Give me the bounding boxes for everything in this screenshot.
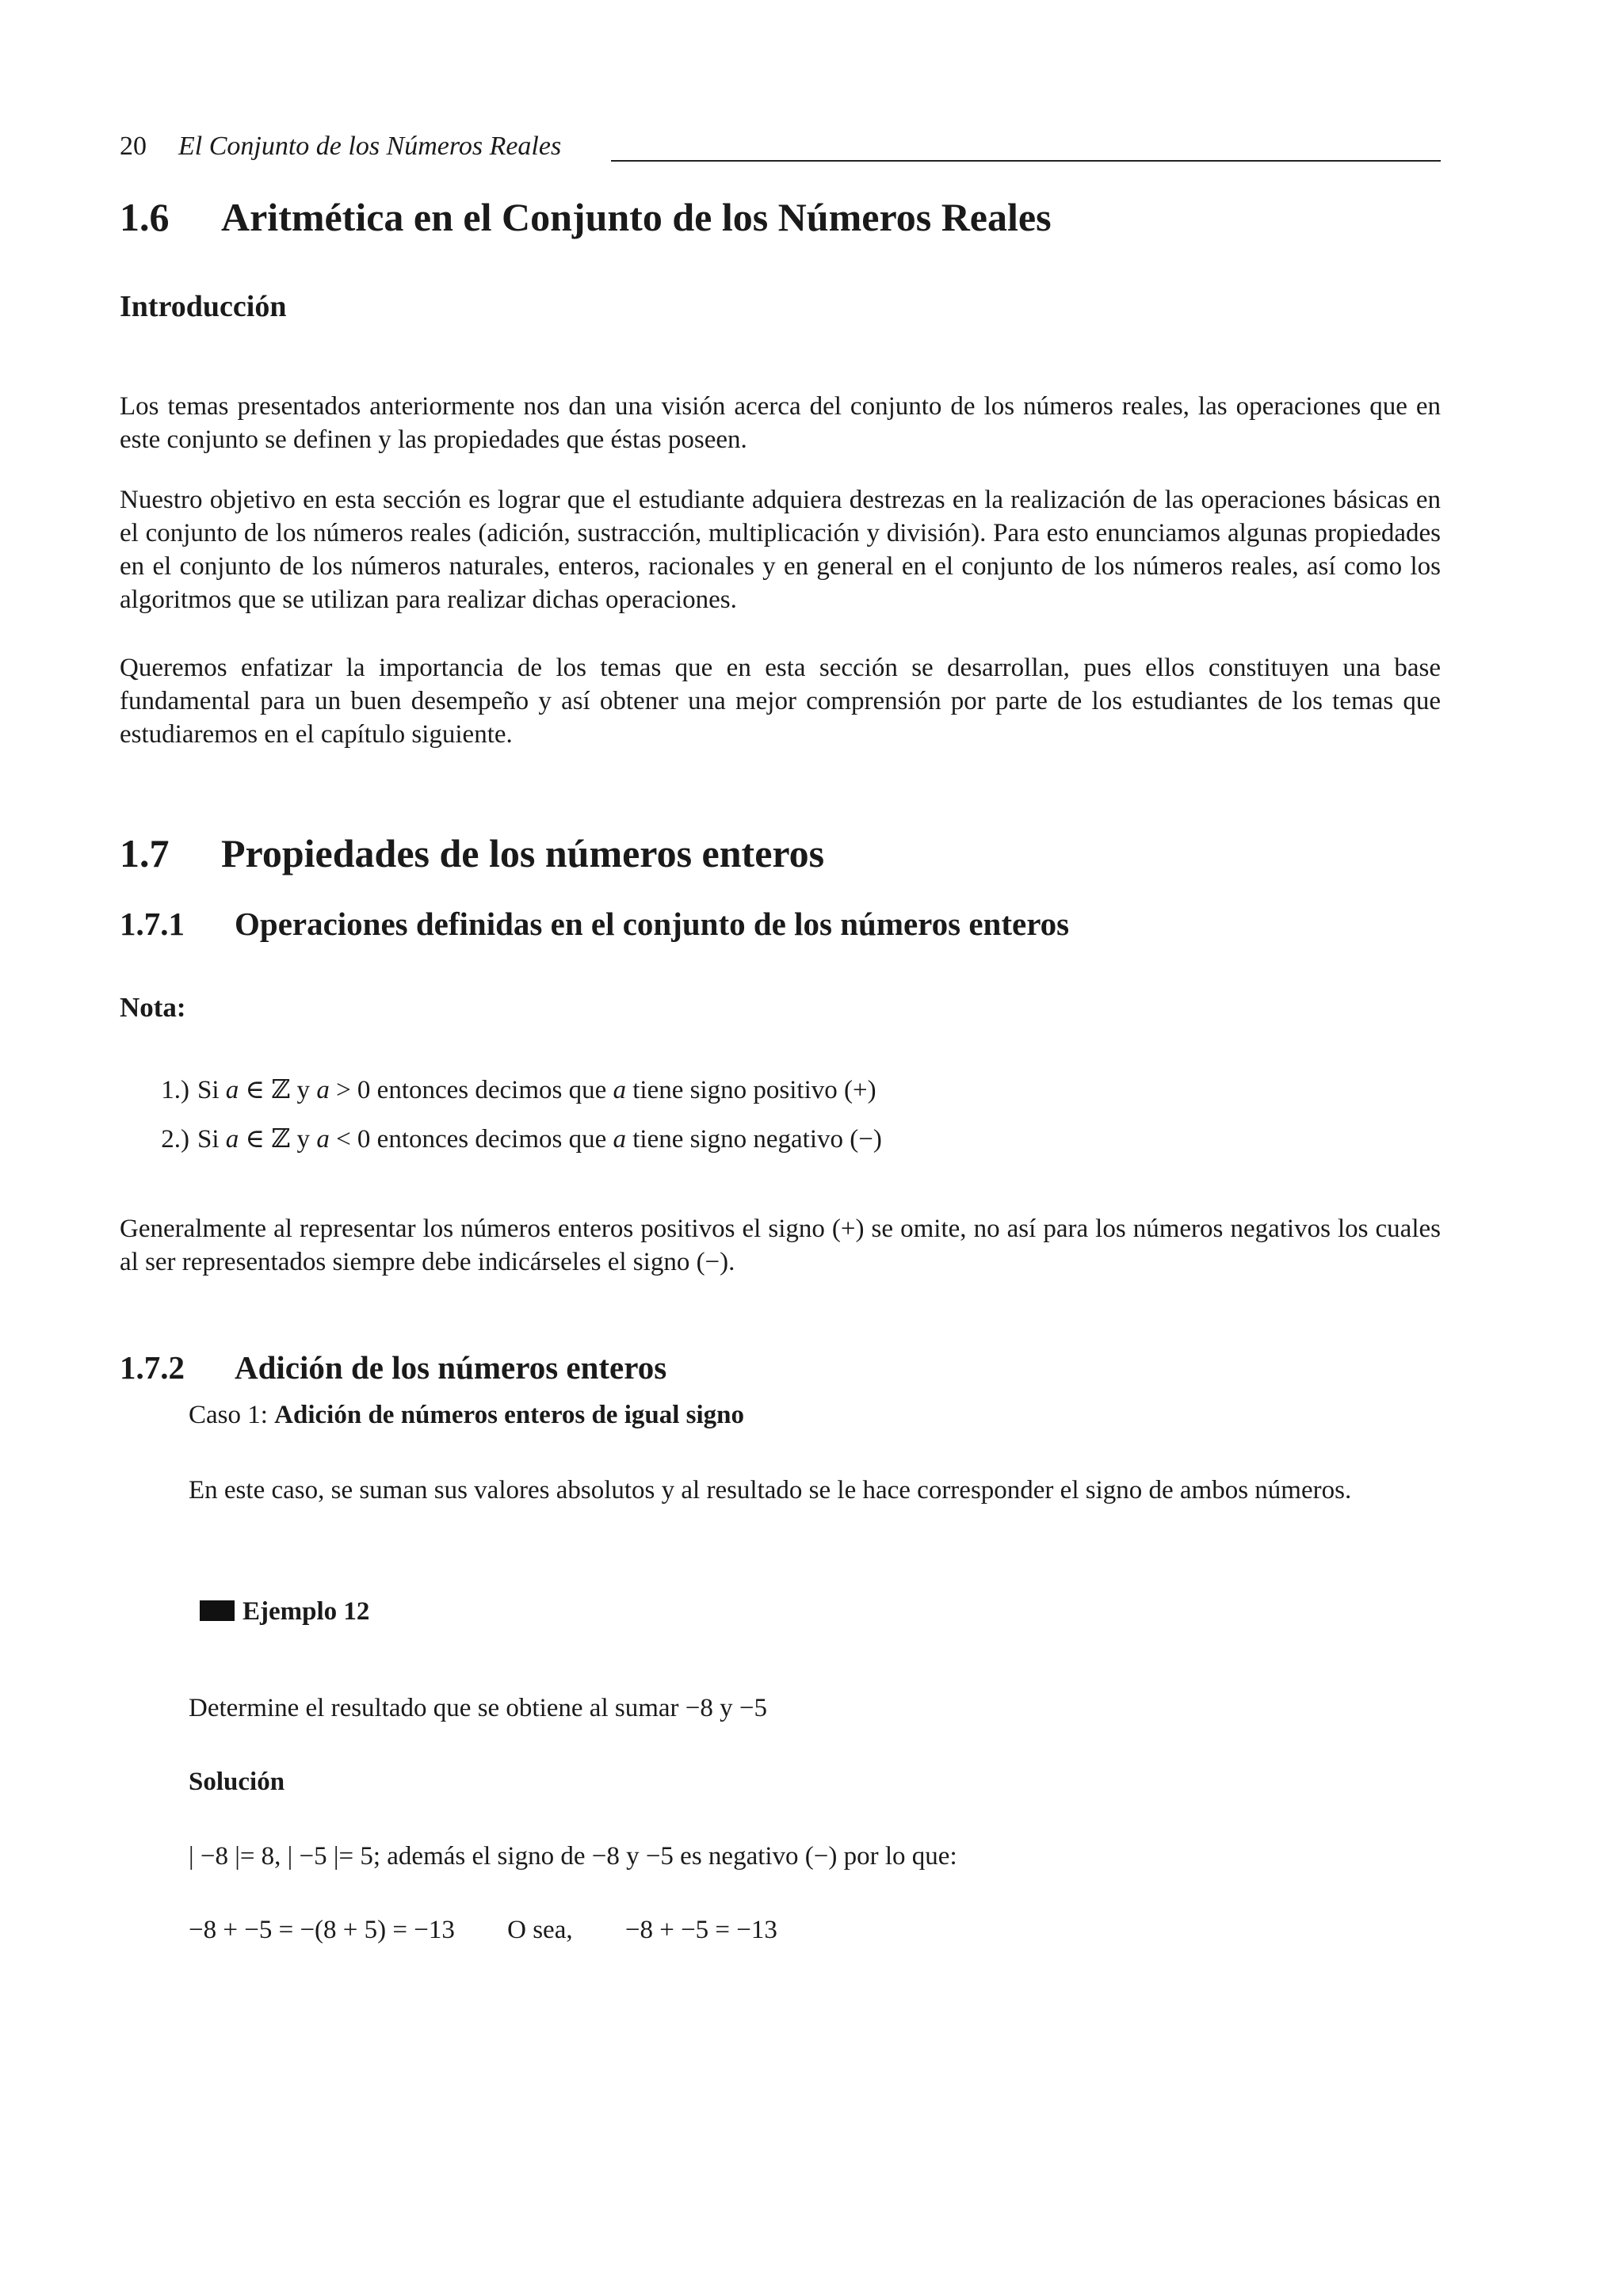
list-item: [134, 1074, 876, 1107]
page-number: 20: [120, 132, 147, 161]
subsection-title: Adición de los números enteros: [235, 1349, 667, 1386]
item-text: tiene signo negativo (−): [626, 1125, 882, 1154]
paragraph-signs: Generalmente al representar los números enteros positivos el signo (+) se omite, no así para los números negativos los cuales al ser representados siempre debe indicárseles el signo (−).: [120, 1215, 1441, 1276]
paragraph-intro-3: Queremos enfatizar la importancia de los temas que en esta sección se desarrollan, pues ellos constituyen una base fundamental para un buen desempeño y así obtener una mejor comprensión por parte de los estudiantes de los temas que estudiaremos en el capítulo siguiente.: [120, 654, 1441, 749]
solution-line-2: [189, 1916, 777, 1945]
section-heading-1-6: [120, 194, 1052, 240]
caso-paragraph: En este caso, se suman sus valores absolutos y al resultado se le hace corresponder el signo de ambos números.: [189, 1476, 1352, 1505]
paragraph-intro-1: Los temas presentados anteriormente nos dan una visión acerca del conjunto de los números reales, las operaciones que en este conjunto se definen y las propiedades que éstas poseen.: [120, 392, 1441, 454]
math-var: a: [316, 1125, 330, 1154]
o-sea-text: O sea,: [507, 1916, 573, 1944]
item-text: ∈ ℤ y: [239, 1076, 317, 1104]
paragraph-intro-2: Nuestro objetivo en esta sección es lograr que el estudiante adquiera destrezas en la realización de las operaciones básicas en el conjunto de los números reales (adición, sustracción, multiplicación y división). Para esto enunciamos algunas propiedades en el conjunto de los números naturales, enteros, racionales y en general en el conjunto de los números reales, así como los algoritmos que se utilizan para realizar dichas operaciones.: [120, 486, 1441, 614]
equation: −8 + −5 = −(8 + 5) = −13: [189, 1916, 455, 1944]
equation-result: −8 + −5 = −13: [624, 1916, 777, 1944]
math-var: a: [613, 1076, 626, 1104]
running-head: [120, 128, 1441, 165]
subsection-number: 1.7.2: [120, 1349, 185, 1386]
math-var: a: [613, 1125, 626, 1154]
subsection-heading-1-7-2: [120, 1348, 666, 1386]
example-label: Ejemplo 12: [242, 1597, 370, 1626]
section-number: 1.6: [120, 195, 170, 239]
section-title: Aritmética en el Conjunto de los Números Reales: [221, 195, 1052, 239]
subsection-title: Operaciones definidas en el conjunto de los números enteros: [235, 906, 1070, 942]
list-marker: 1.): [161, 1076, 189, 1104]
chapter-title: El Conjunto de los Números Reales: [178, 132, 562, 161]
caso-title: Adición de números enteros de igual signo: [274, 1401, 745, 1429]
subsection-number: 1.7.1: [120, 906, 185, 942]
item-text: Si: [197, 1076, 226, 1104]
list-item: [134, 1123, 882, 1156]
example-statement: Determine el resultado que se obtiene al sumar −8 y −5: [189, 1694, 767, 1722]
solution-line-1: | −8 |= 8, | −5 |= 5; además el signo de −8 y −5 es negativo (−) por lo que:: [189, 1842, 957, 1871]
caso-heading: [189, 1401, 744, 1430]
item-text: tiene signo positivo (+): [626, 1076, 876, 1104]
section-number: 1.7: [120, 831, 170, 875]
section-heading-1-7: [120, 830, 824, 876]
solution-label: Solución: [189, 1768, 285, 1796]
intro-heading: Introducción: [120, 290, 287, 323]
nota-label: Nota:: [120, 992, 186, 1023]
example-heading: [200, 1597, 369, 1627]
subsection-heading-1-7-1: [120, 905, 1069, 943]
math-var: a: [225, 1125, 239, 1154]
square-bullet-icon: [200, 1600, 235, 1621]
math-var: a: [225, 1076, 239, 1104]
header-rule: [611, 160, 1441, 162]
section-title: Propiedades de los números enteros: [221, 831, 825, 875]
item-text: Si: [197, 1125, 226, 1154]
item-text: > 0 entonces decimos que: [329, 1076, 613, 1104]
math-var: a: [316, 1076, 330, 1104]
item-text: < 0 entonces decimos que: [329, 1125, 613, 1154]
item-text: ∈ ℤ y: [239, 1125, 317, 1154]
list-marker: 2.): [161, 1125, 189, 1154]
caso-label: Caso 1:: [189, 1401, 268, 1429]
